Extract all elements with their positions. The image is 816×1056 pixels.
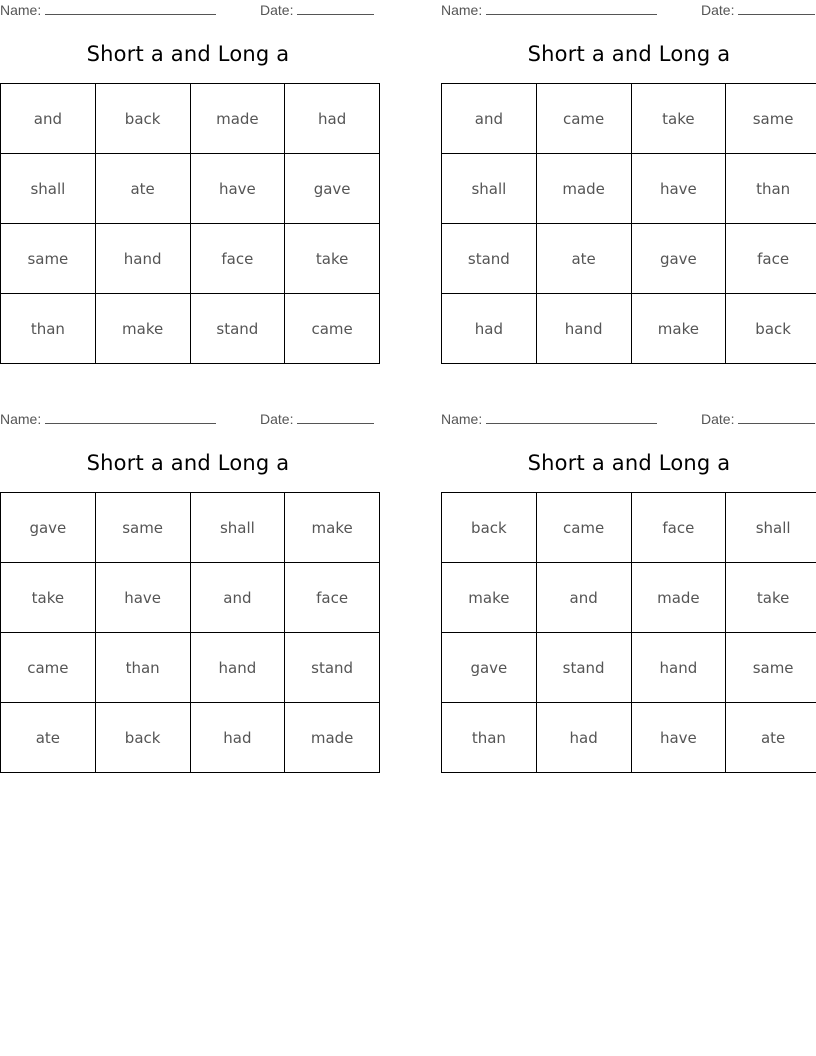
name-blank-line: [45, 2, 216, 15]
grid-cell: hand: [536, 294, 631, 364]
grid-cell: hand: [190, 633, 285, 703]
grid-cell: hand: [95, 224, 190, 294]
grid-cell: back: [95, 84, 190, 154]
grid-cell: face: [631, 493, 726, 563]
date-blank-line: [738, 411, 815, 424]
grid-cell: gave: [631, 224, 726, 294]
grid-cell: ate: [1, 703, 96, 773]
grid-cell: came: [536, 493, 631, 563]
grid-cell: shall: [442, 154, 537, 224]
name-blank-line: [486, 2, 657, 15]
grid-cell: made: [285, 703, 380, 773]
grid-cell: made: [190, 84, 285, 154]
grid-cell: make: [631, 294, 726, 364]
name-label: Name:: [0, 411, 42, 427]
grid-row: [1, 563, 380, 633]
grid-row: [442, 563, 816, 633]
grid-row: [442, 154, 816, 224]
grid-cell: gave: [1, 493, 96, 563]
bingo-grid: [0, 83, 380, 364]
bingo-card: [0, 409, 376, 773]
name-field[interactable]: [0, 2, 216, 18]
date-blank-line: [297, 411, 374, 424]
bingo-card: [441, 409, 816, 773]
grid-cell: shall: [1, 154, 96, 224]
grid-row: [1, 633, 380, 703]
card-title: Short a and Long a: [527, 451, 731, 475]
grid-cell: same: [726, 633, 816, 703]
date-blank-line: [738, 2, 815, 15]
grid-cell: back: [726, 294, 816, 364]
grid-cell: make: [285, 493, 380, 563]
grid-cell: and: [1, 84, 96, 154]
grid-cell: hand: [631, 633, 726, 703]
grid-cell: take: [1, 563, 96, 633]
grid-cell: had: [190, 703, 285, 773]
grid-row: [442, 294, 816, 364]
grid-row: [1, 154, 380, 224]
grid-cell: same: [95, 493, 190, 563]
date-label: Date:: [701, 411, 735, 427]
grid-cell: ate: [95, 154, 190, 224]
bingo-card: [441, 0, 816, 364]
grid-cell: have: [190, 154, 285, 224]
grid-row: [1, 493, 380, 563]
bingo-grid: [441, 83, 816, 364]
date-blank-line: [297, 2, 374, 15]
name-label: Name:: [441, 2, 483, 18]
grid-row: [442, 493, 816, 563]
grid-cell: have: [631, 154, 726, 224]
date-field[interactable]: [260, 411, 374, 427]
grid-cell: and: [536, 563, 631, 633]
grid-cell: had: [536, 703, 631, 773]
name-field[interactable]: [0, 411, 216, 427]
date-label: Date:: [260, 2, 294, 18]
grid-cell: and: [442, 84, 537, 154]
date-field[interactable]: [701, 411, 815, 427]
date-field[interactable]: [260, 2, 374, 18]
grid-cell: back: [442, 493, 537, 563]
grid-cell: same: [1, 224, 96, 294]
grid-cell: make: [442, 563, 537, 633]
name-label: Name:: [0, 2, 42, 18]
card-title: Short a and Long a: [527, 42, 731, 66]
grid-cell: make: [95, 294, 190, 364]
date-label: Date:: [701, 2, 735, 18]
grid-cell: came: [536, 84, 631, 154]
grid-cell: made: [536, 154, 631, 224]
bingo-grid: [0, 492, 380, 773]
card-header: [441, 2, 816, 20]
grid-cell: have: [95, 563, 190, 633]
bingo-grid: [441, 492, 816, 773]
grid-cell: take: [631, 84, 726, 154]
card-title: Short a and Long a: [86, 451, 290, 475]
grid-row: [442, 224, 816, 294]
grid-row: [1, 84, 380, 154]
grid-cell: than: [726, 154, 816, 224]
name-blank-line: [45, 411, 216, 424]
grid-cell: made: [631, 563, 726, 633]
grid-cell: take: [726, 563, 816, 633]
bingo-card: [0, 0, 376, 364]
grid-row: [442, 633, 816, 703]
grid-cell: than: [95, 633, 190, 703]
grid-cell: had: [285, 84, 380, 154]
card-header: [441, 411, 816, 429]
grid-row: [1, 294, 380, 364]
grid-cell: back: [95, 703, 190, 773]
grid-cell: ate: [536, 224, 631, 294]
card-title: Short a and Long a: [86, 42, 290, 66]
grid-cell: have: [631, 703, 726, 773]
grid-cell: gave: [285, 154, 380, 224]
name-field[interactable]: [441, 411, 657, 427]
grid-cell: shall: [190, 493, 285, 563]
grid-cell: face: [285, 563, 380, 633]
grid-cell: came: [1, 633, 96, 703]
grid-cell: stand: [285, 633, 380, 703]
grid-cell: came: [285, 294, 380, 364]
name-blank-line: [486, 411, 657, 424]
date-field[interactable]: [701, 2, 815, 18]
grid-cell: than: [442, 703, 537, 773]
grid-cell: gave: [442, 633, 537, 703]
card-header: [0, 411, 376, 429]
grid-cell: same: [726, 84, 816, 154]
grid-cell: face: [190, 224, 285, 294]
grid-cell: than: [1, 294, 96, 364]
grid-cell: face: [726, 224, 816, 294]
card-header: [0, 2, 376, 20]
grid-cell: stand: [190, 294, 285, 364]
grid-row: [442, 84, 816, 154]
grid-cell: shall: [726, 493, 816, 563]
grid-row: [442, 703, 816, 773]
grid-row: [1, 703, 380, 773]
date-label: Date:: [260, 411, 294, 427]
grid-cell: stand: [536, 633, 631, 703]
grid-cell: take: [285, 224, 380, 294]
grid-cell: and: [190, 563, 285, 633]
grid-row: [1, 224, 380, 294]
grid-cell: ate: [726, 703, 816, 773]
name-field[interactable]: [441, 2, 657, 18]
name-label: Name:: [441, 411, 483, 427]
grid-cell: stand: [442, 224, 537, 294]
grid-cell: had: [442, 294, 537, 364]
